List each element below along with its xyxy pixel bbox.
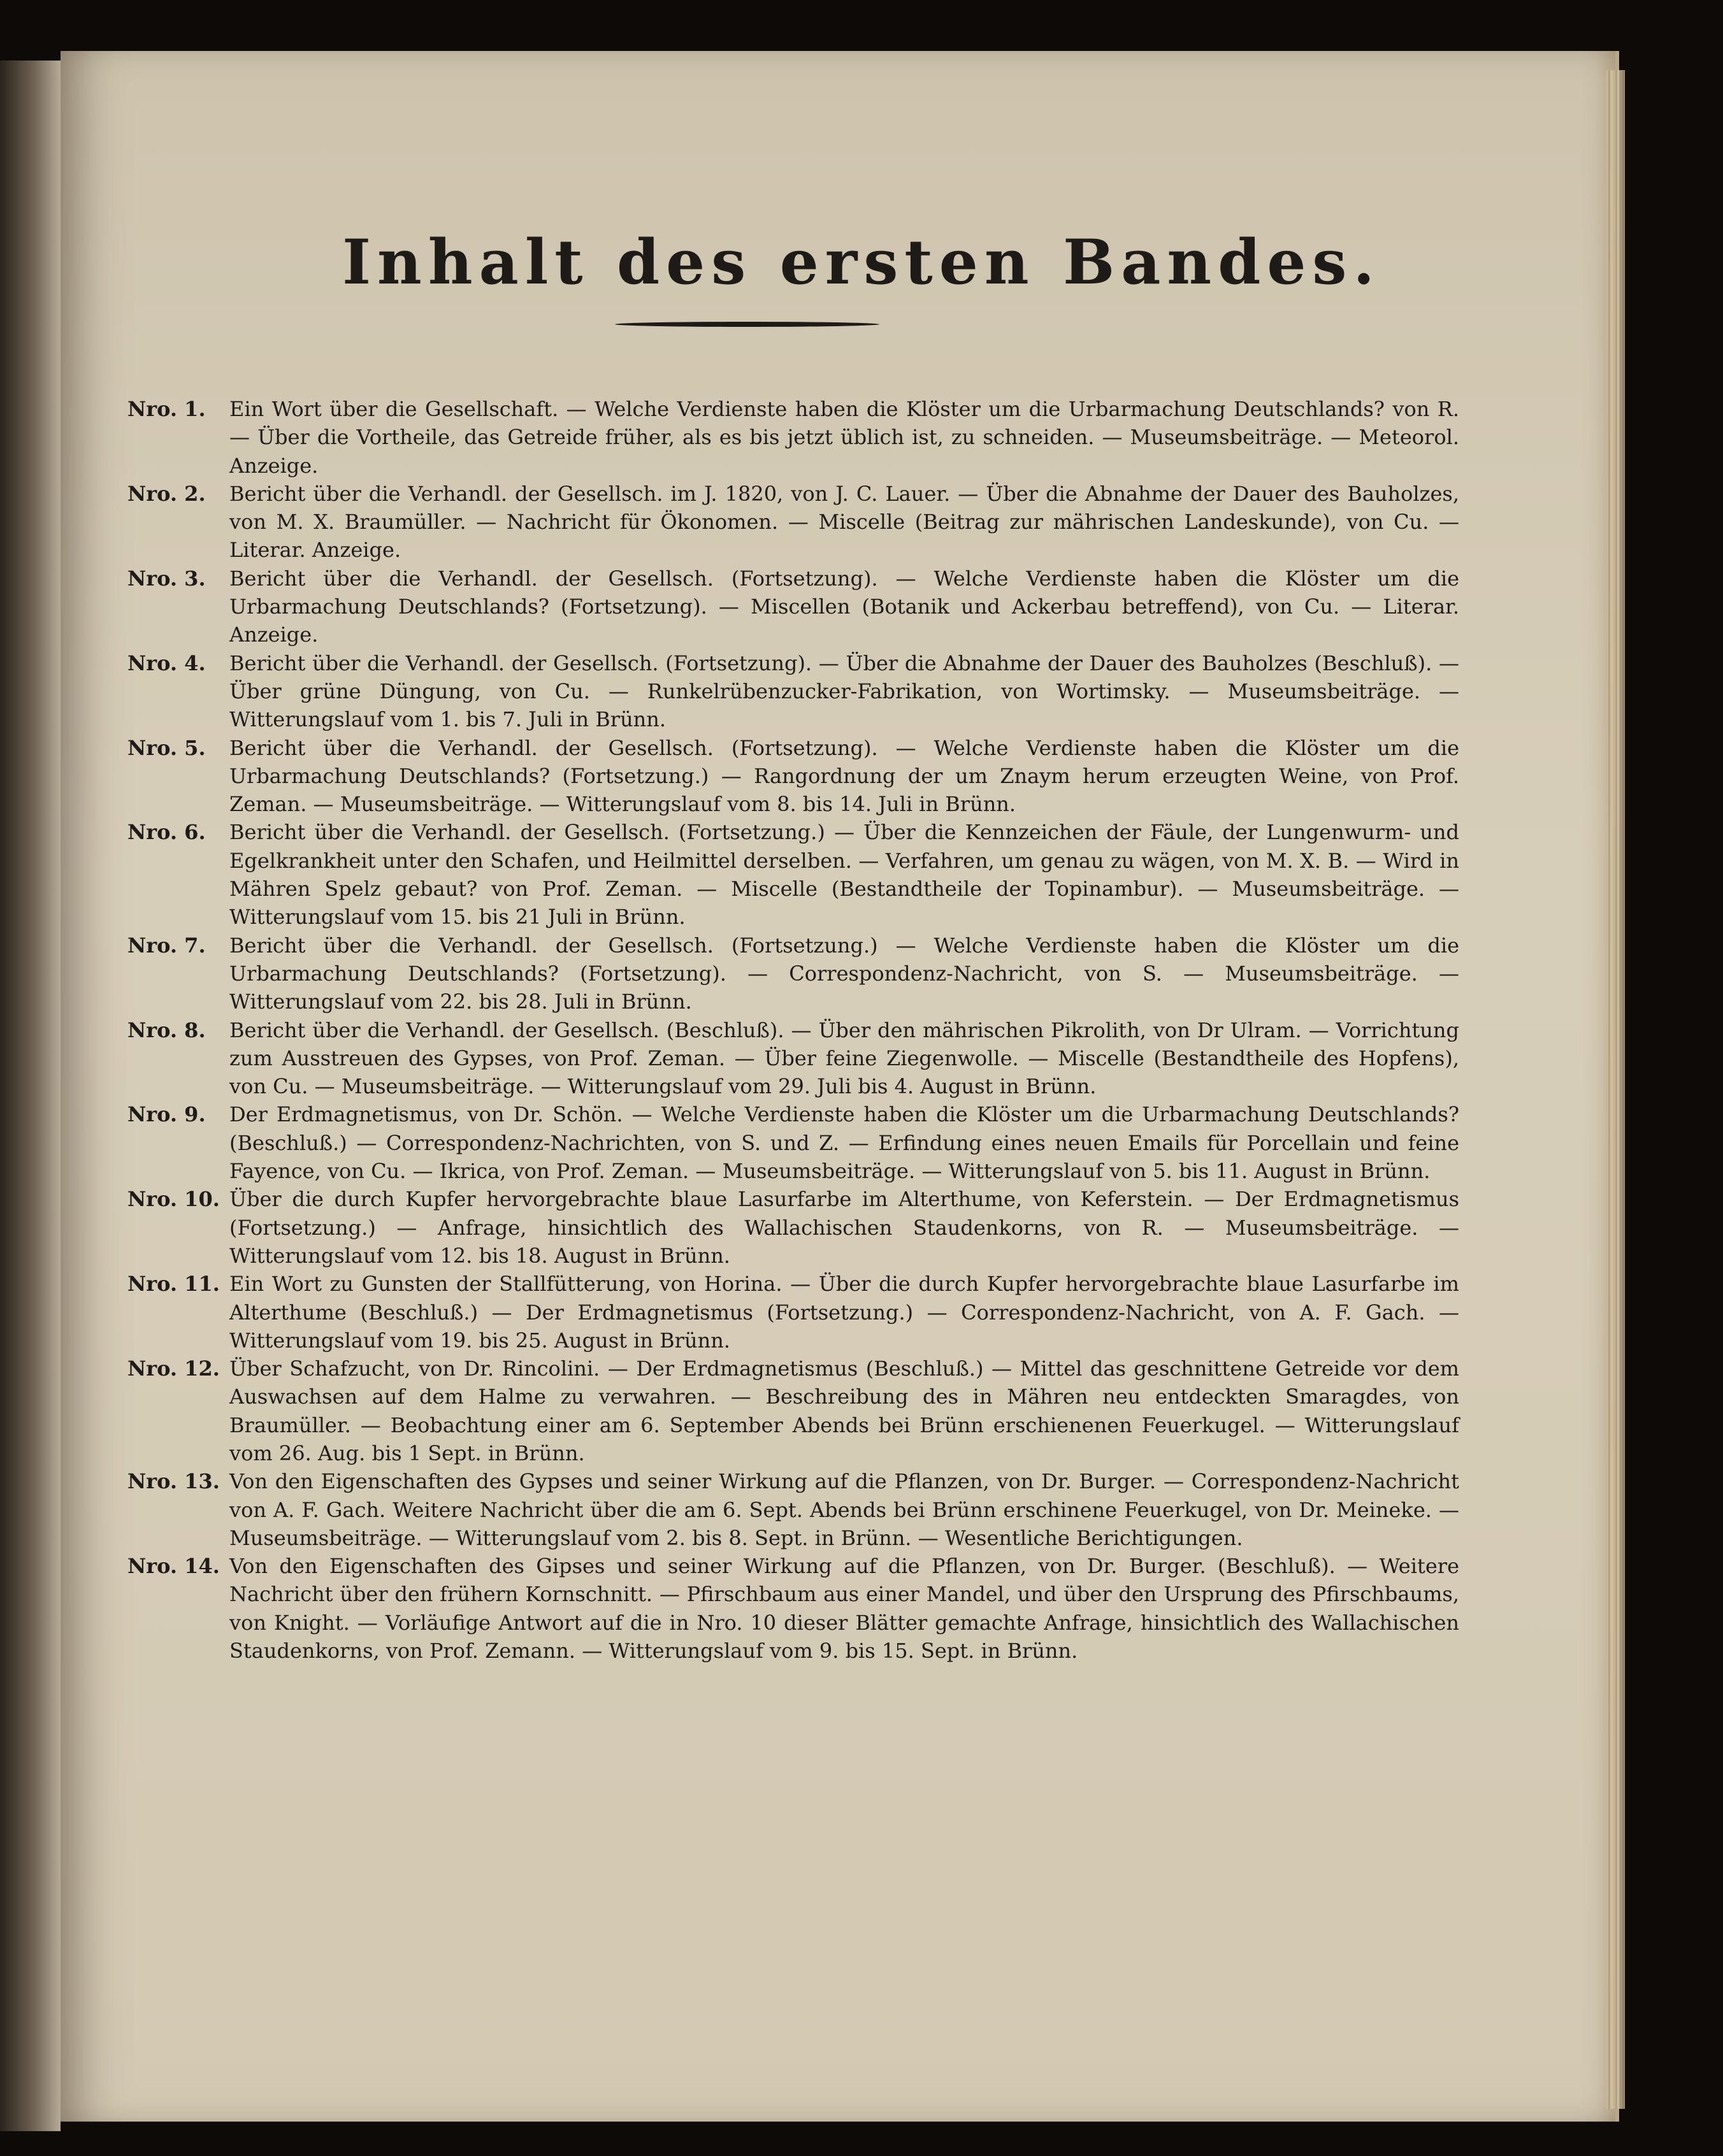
toc-entry-7 [127,931,1459,1016]
entry-text: Über die durch Kupfer hervorgebrachte blaue Lasurfarbe im Alterthume, von Keferstein. — Der Erdmagnetismus (Fortsetzung.) — Anfrage, hinsichtlich des Wallachischen Staudenkorns, von R. — Museumsbeiträge. — Witterungslauf vom 12. bis 18. August in Brünn. [229,1187,1459,1268]
entry-text: Bericht über die Verhandl. der Gesellsch. (Fortsetzung.) — Über die Kennzeichen der Fäule, der Lungenwurm- und Egelkrankheit unter den Schafen, und Heilmittel derselben. — Verfahren, um genau zu wägen, von M. X. B. — Wird in Mähren Spelz gebaut? von Prof. Zeman. — Miscelle (Bestandtheile der Topinambur). — Museumsbeiträge. — Witterungslauf vom 15. bis 21 Juli in Brünn. [229,820,1459,930]
toc-entry-1 [127,395,1459,480]
entry-text: Ein Wort über die Gesellschaft. — Welche Verdienste haben die Klöster um die Urbarmachung Deutschlands? von R. — Über die Vortheile, das Getreide früher, als es bis jetzt üblich ist, zu schneiden. — Museumsbeiträge. — Meteorol. Anzeige. [229,397,1459,478]
page-stack-edge [1606,70,1625,2109]
entry-number: Nro. 3. [127,566,206,591]
table-of-contents [127,395,1459,1665]
entry-number: Nro. 6. [127,820,206,845]
entry-number: Nro. 7. [127,933,206,958]
entry-number: Nro. 9. [127,1102,206,1127]
entry-number: Nro. 1. [127,397,206,421]
entry-text: Bericht über die Verhandl. der Gesellsch. (Fortsetzung.) — Welche Verdienste haben die Klöster um die Urbarmachung Deutschlands? (Fortsetzung). — Correspondenz-Nachricht, von S. — Museumsbeiträge. — Witterungslauf vom 22. bis 28. Juli in Brünn. [229,933,1459,1014]
entry-number: Nro. 2. [127,481,206,506]
toc-entry-13 [127,1467,1459,1552]
entry-text: Bericht über die Verhandl. der Gesellsch. im J. 1820, von J. C. Lauer. — Über die Abnahme der Dauer des Bauholzes, von M. X. Braumüller. — Nachricht für Ökonomen. — Miscelle (Beitrag zur mährischen Landeskunde), von Cu. — Literar. Anzeige. [229,481,1459,563]
toc-entry-3 [127,564,1459,649]
page-title: Inhalt des ersten Bandes. [342,226,1381,298]
entry-number: Nro. 8. [127,1017,206,1042]
entry-text: Von den Eigenschaften des Gypses und seiner Wirkung auf die Pflanzen, von Dr. Burger. — Correspondenz-Nachricht von A. F. Gach. Weitere Nachricht über die am 6. Sept. Abends bei Brünn erschinene Feuerkugel, von Dr. Meineke. — Museumsbeiträge. — Witterungslauf vom 2. bis 8. Sept. in Brünn. — Wesentliche Berichtigungen. [229,1469,1459,1550]
entry-text: Bericht über die Verhandl. der Gesellsch. (Fortsetzung). — Welche Verdienste haben die Klöster um die Urbarmachung Deutschlands? (Fortsetzung.) — Rangordnung der um Znaym herum erzeugten Weine, von Prof. Zeman. — Museumsbeiträge. — Witterungslauf vom 8. bis 14. Juli in Brünn. [229,735,1459,817]
entry-text: Bericht über die Verhandl. der Gesellsch. (Beschluß). — Über den mährischen Pikrolith, von Dr Ulram. — Vorrichtung zum Ausstreuen des Gypses, von Prof. Zeman. — Über feine Ziegenwolle. — Miscelle (Bestandtheile des Hopfens), von Cu. — Museumsbeiträge. — Witterungslauf vom 29. Juli bis 4. August in Brünn. [229,1017,1459,1099]
entry-text: Bericht über die Verhandl. der Gesellsch. (Fortsetzung). — Über die Abnahme der Dauer des Bauholzes (Beschluß). — Über grüne Düngung, von Cu. — Runkelrübenzucker-Fabrikation, von Wortimsky. — Museumsbeiträge. — Witterungslauf vom 1. bis 7. Juli in Brünn. [229,650,1459,732]
entry-number: Nro. 11. [127,1272,220,1297]
toc-entry-6 [127,818,1459,931]
entry-number: Nro. 4. [127,650,206,675]
entry-number: Nro. 12. [127,1356,220,1381]
toc-entry-10 [127,1185,1459,1270]
toc-entry-2 [127,480,1459,564]
title-rule [615,322,879,327]
toc-entry-14 [127,1552,1459,1665]
toc-entry-9 [127,1100,1459,1185]
toc-entry-11 [127,1270,1459,1355]
entry-number: Nro. 10. [127,1187,220,1212]
entry-text: Der Erdmagnetismus, von Dr. Schön. — Welche Verdienste haben die Klöster um die Urbarmachung Deutschlands? (Beschluß.) — Correspondenz-Nachrichten, von S. und Z. — Erfindung eines neuen Emails für Porcellain und feine Fayence, von Cu. — Ikrica, von Prof. Zeman. — Museumsbeiträge. — Witterungslauf von 5. bis 11. August in Brünn. [229,1102,1459,1184]
entry-text: Ein Wort zu Gunsten der Stallfütterung, von Horina. — Über die durch Kupfer hervorgebrachte blaue Lasurfarbe im Alterthume (Beschluß.) — Der Erdmagnetismus (Fortsetzung.) — Correspondenz-Nachricht, von A. F. Gach. — Witterungslauf vom 19. bis 25. August in Brünn. [229,1272,1459,1353]
toc-entry-4 [127,649,1459,734]
toc-entry-8 [127,1016,1459,1101]
entry-text: Bericht über die Verhandl. der Gesellsch. (Fortsetzung). — Welche Verdienste haben die Klöster um die Urbarmachung Deutschlands? (Fortsetzung). — Miscellen (Botanik und Ackerbau betreffend), von Cu. — Literar. Anzeige. [229,566,1459,647]
entry-text: Über Schafzucht, von Dr. Rincolini. — Der Erdmagnetismus (Beschluß.) — Mittel das geschnittene Getreide vor dem Auswachsen auf dem Halme zu verwahren. — Beschreibung des in Mähren neu entdeckten Smaragdes, von Braumüller. — Beobachtung einer am 6. September Abends bei Brünn erschienenen Feuerkugel. — Witterungslauf vom 26. Aug. bis 1 Sept. in Brünn. [229,1356,1459,1465]
entry-number: Nro. 14. [127,1554,220,1579]
entry-number: Nro. 13. [127,1469,220,1494]
left-page-edge [0,61,61,2131]
toc-entry-12 [127,1355,1459,1467]
toc-entry-5 [127,734,1459,819]
entry-text: Von den Eigenschaften des Gipses und seiner Wirkung auf die Pflanzen, von Dr. Burger. (Beschluß). — Weitere Nachricht über den frühern Kornschnitt. — Pfirschbaum aus einer Mandel, und über den Ursprung des Pfirschbaums, von Knight. — Vorläufige Antwort auf die in Nro. 10 dieser Blätter gemachte Anfrage, hinsichtlich des Wallachischen Staudenkorns, von Prof. Zemann. — Witterungslauf vom 9. bis 15. Sept. in Brünn. [229,1554,1459,1664]
entry-number: Nro. 5. [127,735,206,760]
